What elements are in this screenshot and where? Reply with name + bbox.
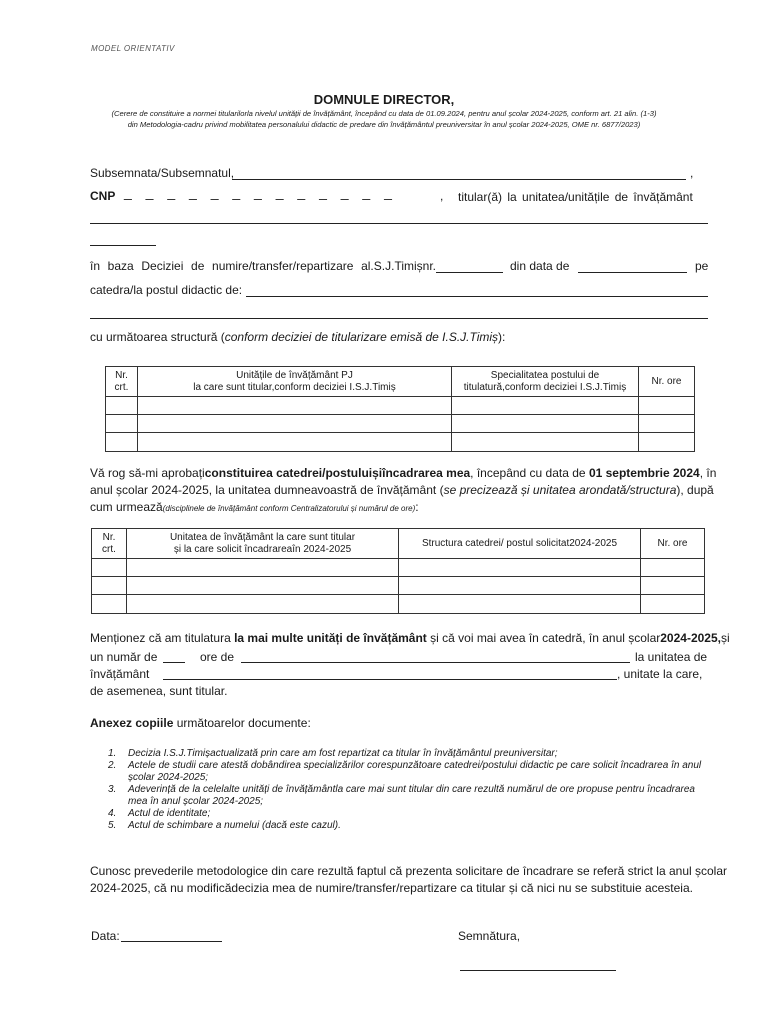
table-cell[interactable] [127, 577, 399, 595]
list-item [108, 748, 708, 760]
structura-text [90, 330, 505, 344]
request-line-3 [90, 499, 710, 517]
structura-prefix: cu următoarea structură ( [90, 330, 225, 344]
baza-word-4: de [191, 259, 205, 273]
mention-year: 2024-2025, [660, 631, 721, 645]
closing-line-2: 2024-2025, că nu modificădecizia mea de numire/transfer/repartizare ca titular și că nici nu se substituie acesteia. [90, 881, 693, 895]
list-text: Adeverință de la celelalte unități de învățământla care mai sunt titular din care rezultă numărul de ore propuse pentru încadrarea mea în anul școlar 2024-2025; [128, 784, 695, 807]
table-cell[interactable] [138, 397, 452, 415]
header-text: titulatură,conform deciziei I.S.J.Timiș [463, 381, 627, 393]
request-bold: constituirea catedrei/postuluișiîncadrarea mea [204, 466, 471, 480]
table-row[interactable] [106, 415, 695, 433]
catedra-label: catedra/la postul didactic de: [90, 283, 243, 297]
request-text: cum urmează [90, 500, 163, 514]
header-nr-crt [106, 367, 138, 397]
table-cell[interactable] [641, 577, 705, 595]
table-cell[interactable] [452, 415, 639, 433]
structura-italic: conform deciziei de titularizare emisă de I.S.J.Timiș [224, 330, 499, 344]
table-header-row [106, 367, 695, 397]
table-cell[interactable] [641, 595, 705, 614]
list-item [108, 808, 708, 820]
table-row[interactable] [106, 433, 695, 452]
structura-suffix: ): [498, 330, 506, 344]
decizie-date-field[interactable] [578, 272, 687, 273]
table-cell[interactable] [639, 397, 695, 415]
requested-units-table [91, 528, 705, 614]
list-number: 3. [108, 784, 117, 795]
page-title: DOMNULE DIRECTOR, [313, 92, 455, 107]
name-field[interactable] [232, 179, 686, 180]
baza-word-1: în [90, 259, 101, 273]
header-nr-ore: Nr. ore [639, 367, 695, 397]
request-text: : [415, 500, 419, 514]
table-cell[interactable] [452, 433, 639, 452]
header-nr-crt [92, 529, 127, 559]
list-item [108, 784, 708, 808]
header-text: Unitatea de învățământ la care sunt titular [169, 531, 356, 543]
header-text: crt. [102, 543, 116, 555]
date-field[interactable] [121, 941, 222, 942]
table-row[interactable] [92, 577, 705, 595]
table-cell[interactable] [92, 559, 127, 577]
table-cell[interactable] [399, 577, 641, 595]
baza-word-5: numire/transfer/repartizare [212, 259, 354, 273]
list-number: 4. [108, 808, 117, 819]
list-text: Actul de identitate; [128, 808, 211, 819]
header-unitatea [127, 529, 399, 559]
subtitle-line-2: din Metodologia-cadru privind mobilitatea personalului didactic de predare din învățământul preuniversitar în anul școlar 2024-2025, OME nr. 6877/2023) [127, 120, 641, 129]
decizie-number-field[interactable] [436, 272, 503, 273]
table-cell[interactable] [106, 397, 138, 415]
unitate-field[interactable] [163, 679, 617, 680]
list-text: Actele de studii care atestă dobândirea specializărilor corespunzătoare catedrei/postului didactic pe care solicit încadrarea în anul școlar 2024-2025; [128, 760, 702, 783]
table-cell[interactable] [639, 433, 695, 452]
annex-list [108, 748, 708, 832]
baza-word-6: al.S.J.Timișnr. [361, 259, 436, 273]
numar-ore-field[interactable] [163, 662, 185, 663]
list-text: Actul de schimbare a numelui (dacă este cazul). [128, 820, 341, 831]
annex-title [90, 716, 311, 730]
semnatura-label: Semnătura, [458, 929, 521, 943]
cnp-label: CNP [90, 189, 116, 203]
header-nr-ore: Nr. ore [641, 529, 705, 559]
request-line-2 [90, 482, 714, 499]
table-row[interactable] [92, 595, 705, 614]
request-date: 01 septembrie 2024 [588, 466, 700, 480]
header-text: Nr. [102, 531, 116, 543]
unitate-la-care-label: , unitate la care, [617, 667, 703, 681]
header-text: la care sunt titular,conform deciziei I.S.J.Timiș [193, 381, 396, 393]
annex-title-text: următoarelor documente: [173, 716, 311, 730]
data-label: Data: [91, 929, 120, 943]
table-cell[interactable] [106, 433, 138, 452]
annex-title-bold: Anexez copiile [90, 716, 174, 730]
table-cell[interactable] [92, 595, 127, 614]
list-item [108, 820, 708, 832]
din-data-label: din data de [510, 259, 570, 273]
la-unitatea-label: la unitatea de [635, 650, 708, 664]
table-header-row [92, 529, 705, 559]
list-number: 2. [108, 760, 117, 771]
request-text: Vă rog să-mi aprobați [90, 466, 205, 480]
titular-text: titular(ă) la unitatea/unitățile de învățământ [458, 190, 693, 204]
table-cell[interactable] [127, 559, 399, 577]
header-text: Specialitatea postului de [490, 369, 600, 381]
request-note: (disciplinele de învățământ conform Centralizatorului și numărul de ore) [162, 504, 416, 513]
table-row[interactable] [106, 397, 695, 415]
list-number: 1. [108, 748, 117, 759]
header-text: Nr. [115, 369, 128, 381]
catedra-field[interactable] [246, 296, 708, 297]
table-cell[interactable] [452, 397, 639, 415]
subtitle-line-1: (Cerere de constituire a normei titularilorla nivelul unității de învățământ, începând cu data de 01.09.2024, pentru anul școlar 2024-2025, conform art. 21 alin. (1-3) [111, 109, 657, 118]
catedra-field-continued[interactable] [90, 318, 708, 319]
table-cell[interactable] [138, 433, 452, 452]
header-text: Unitățile de învățământ PJ [236, 369, 353, 381]
header-specialitatea [452, 367, 639, 397]
model-label: MODEL ORIENTATIV [91, 44, 175, 53]
request-text: anul școlar 2024-2025, la unitatea dumneavoastră de învățământ ( [90, 483, 444, 497]
table-cell[interactable] [399, 559, 641, 577]
titular-units-table [105, 366, 695, 452]
mention-text: și [720, 631, 730, 645]
unit-field-continued[interactable] [90, 245, 156, 246]
mention-text: Menționez că am titulatura [90, 631, 235, 645]
list-number: 5. [108, 820, 117, 831]
ore-de-field[interactable] [241, 662, 630, 663]
request-text: , în [699, 466, 717, 480]
name-comma: , [690, 166, 694, 180]
request-paragraph [90, 465, 717, 517]
pe-label: pe [695, 259, 709, 273]
request-line-1 [90, 465, 717, 482]
titular-sentence: de asemenea, sunt titular. [90, 684, 228, 698]
signature-field[interactable] [460, 970, 616, 971]
table-cell[interactable] [92, 577, 127, 595]
mention-bold: la mai multe unități de învățământ [234, 631, 427, 645]
baza-word-2: baza [107, 259, 134, 273]
cnp-comma: , [440, 189, 444, 203]
header-text: și la care solicit încadrareaîn 2024-2025 [173, 543, 352, 555]
mention-line-1 [90, 631, 730, 645]
baza-deciziei-text [90, 259, 436, 273]
table-cell[interactable] [138, 415, 452, 433]
list-item [108, 760, 708, 784]
mention-text: și că voi mai avea în catedră, în anul școlar [426, 631, 661, 645]
table-cell[interactable] [639, 415, 695, 433]
unit-field[interactable] [90, 223, 708, 224]
subsemnata-label: Subsemnata/Subsemnatul, [90, 166, 235, 180]
numar-label: un număr de [90, 650, 158, 664]
table-cell[interactable] [106, 415, 138, 433]
table-cell[interactable] [127, 595, 399, 614]
table-cell[interactable] [641, 559, 705, 577]
closing-line-1: Cunosc prevederile metodologice din care rezultă faptul că prezenta solicitare de încadrare se referă strict la anul școlar [90, 864, 727, 878]
cnp-field[interactable]: _ _ _ _ _ _ _ _ _ _ _ _ _ [124, 184, 397, 200]
request-text: ), după [676, 483, 714, 497]
ore-de-label: ore de [200, 650, 235, 664]
header-unitati [138, 367, 452, 397]
list-text: Decizia I.S.J.Timișactualizată prin care am fost repartizat ca titular în învățământul preuniversitar; [128, 748, 558, 759]
request-text: , începând cu data de [470, 466, 589, 480]
table-row[interactable] [92, 559, 705, 577]
request-italic: se precizează și unitatea arondată/structura [443, 483, 677, 497]
invatamant-label: învățământ [90, 667, 150, 681]
baza-word-3: Deciziei [141, 259, 184, 273]
table-cell[interactable] [399, 595, 641, 614]
header-text: crt. [114, 381, 129, 393]
header-structura: Structura catedrei/ postul solicitat2024-2025 [399, 529, 641, 559]
